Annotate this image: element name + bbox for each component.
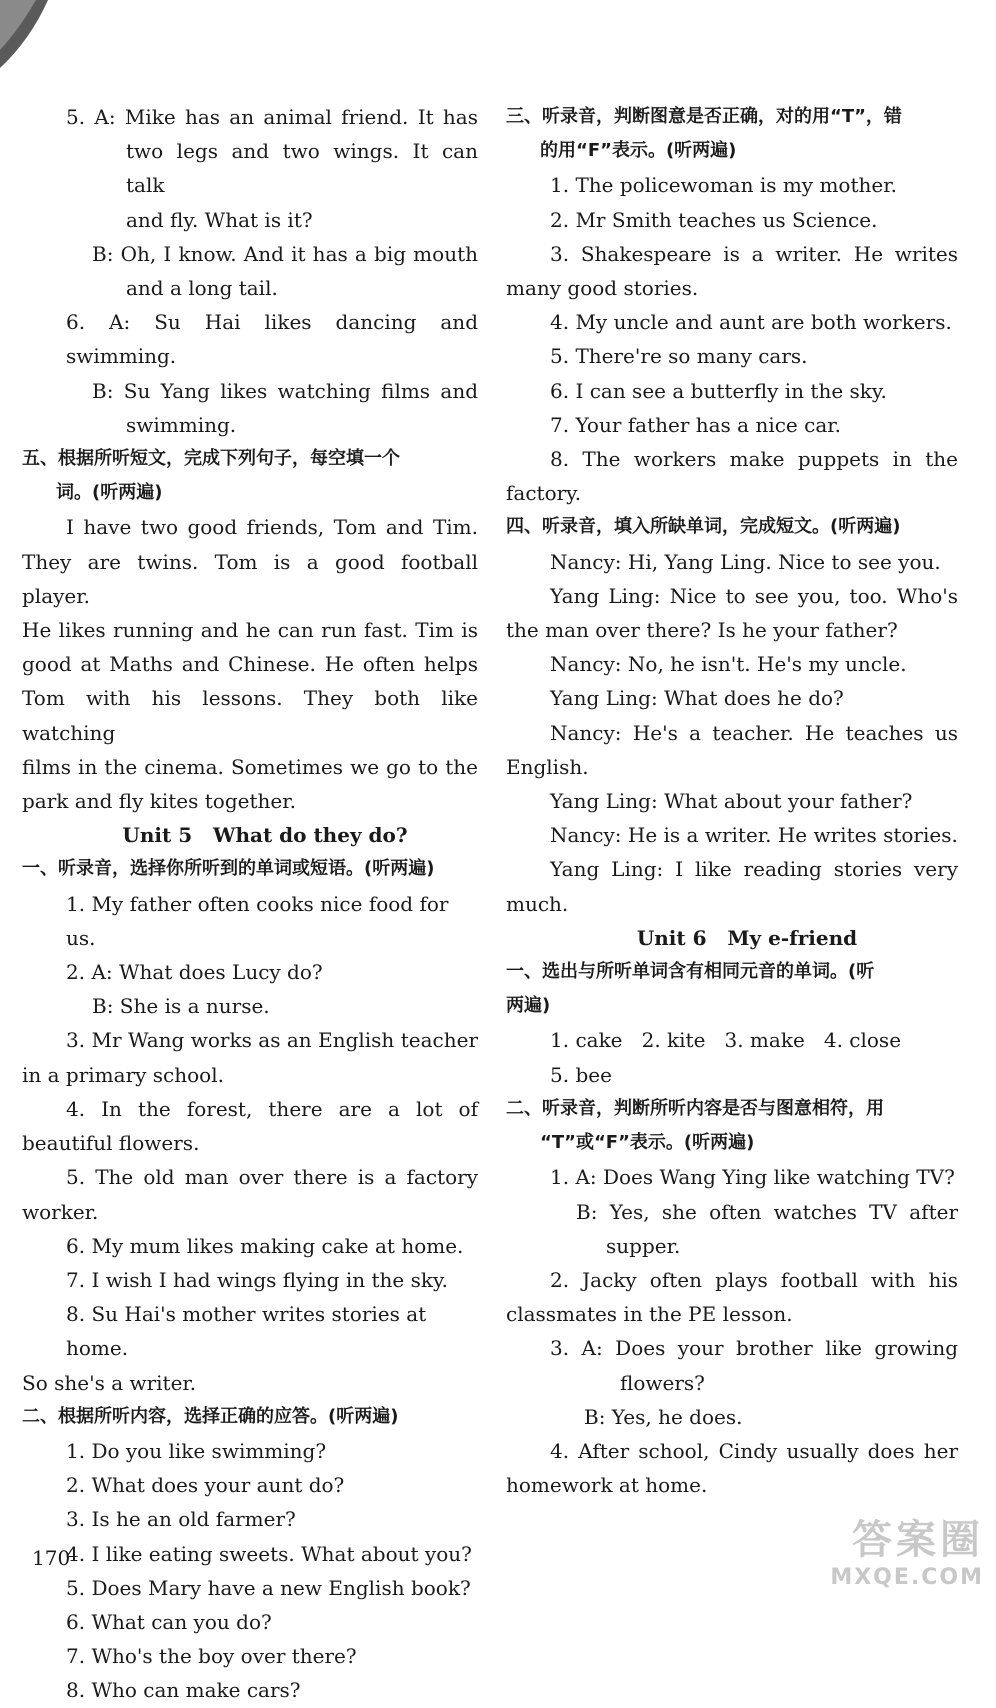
text-line: classmates in the PE lesson. bbox=[506, 1302, 793, 1327]
text-line: and a long tail. bbox=[126, 276, 278, 301]
text-line: 4. In the forest, there are a lot of bbox=[66, 1096, 478, 1121]
section-heading: 词。(听两遍) bbox=[56, 482, 163, 504]
text-line: 1. A: Does Wang Ying like watching TV? bbox=[550, 1165, 955, 1190]
text-line: 7. Your father has a nice car. bbox=[550, 412, 841, 437]
text-line: 5. There're so many cars. bbox=[550, 344, 808, 369]
text-line: 7. Who's the boy over there? bbox=[66, 1644, 357, 1669]
text-line: homework at home. bbox=[506, 1473, 708, 1498]
passage-line: I have two good friends, Tom and Tim. bbox=[66, 515, 478, 540]
text-line: two legs and two wings. It can talk bbox=[126, 139, 478, 198]
section-heading: 一、听录音，选择你所听到的单词或短语。(听两遍) bbox=[22, 858, 435, 880]
section-heading: 的用“F”表示。(听两遍) bbox=[540, 140, 737, 162]
dialogue-line: English. bbox=[506, 754, 589, 779]
text-line: So she's a writer. bbox=[22, 1370, 197, 1395]
text-line: worker. bbox=[22, 1199, 99, 1224]
passage-line: Tom with his lessons. They both like watching bbox=[22, 686, 478, 745]
text-line: 1. The policewoman is my mother. bbox=[550, 173, 897, 198]
dialogue-line: Nancy: No, he isn't. He's my uncle. bbox=[550, 652, 907, 677]
passage-line: films in the cinema. Sometimes we go to the bbox=[22, 754, 478, 779]
text-line: 3. Mr Wang works as an English teacher bbox=[66, 1028, 478, 1053]
text-line: 8. Who can make cars? bbox=[66, 1678, 301, 1703]
dialogue-line: Nancy: Hi, Yang Ling. Nice to see you. bbox=[550, 549, 941, 574]
text-line: 5. Does Mary have a new English book? bbox=[66, 1575, 471, 1600]
text-line: and fly. What is it? bbox=[126, 207, 313, 232]
text-line: 1. Do you like swimming? bbox=[66, 1438, 327, 1463]
corner-decoration bbox=[0, 0, 60, 70]
passage-line: They are twins. Tom is a good football player. bbox=[22, 549, 478, 608]
text-line: 6. My mum likes making cake at home. bbox=[66, 1233, 464, 1258]
text-line: B: Yes, he does. bbox=[584, 1404, 743, 1429]
watermark-text: 答案圈 bbox=[852, 1517, 984, 1563]
passage-line: good at Maths and Chinese. He often helps bbox=[22, 652, 478, 677]
text-line: beautiful flowers. bbox=[22, 1131, 200, 1156]
text-line: 5. The old man over there is a factory bbox=[66, 1165, 478, 1190]
page-number: 170 bbox=[32, 1546, 71, 1570]
text-line: 2. What does your aunt do? bbox=[66, 1473, 345, 1498]
text-line: supper. bbox=[606, 1233, 681, 1258]
text-line: 1. My father often cooks nice food for us. bbox=[66, 891, 449, 950]
section-heading: 二、根据所听内容，选择正确的应答。(听两遍) bbox=[22, 1405, 399, 1427]
watermark-url: MXQE.COM bbox=[830, 1565, 984, 1590]
text-line: B: Yes, she often watches TV after bbox=[576, 1199, 958, 1224]
watermark bbox=[830, 1508, 984, 1590]
text-line: 3. A: Does your brother like growing bbox=[550, 1336, 958, 1361]
section-heading: 两遍) bbox=[506, 995, 551, 1017]
passage-line: He likes running and he can run fast. Tim is bbox=[22, 618, 478, 643]
text-line: 3. Shakespeare is a writer. He writes bbox=[550, 241, 958, 266]
section-heading: 三、听录音，判断图意是否正确，对的用“T”，错 bbox=[506, 106, 902, 127]
text-line: 4. I like eating sweets. What about you? bbox=[66, 1541, 472, 1566]
left-column bbox=[22, 100, 478, 1708]
text-line: 2. Mr Smith teaches us Science. bbox=[550, 207, 878, 232]
text-line: 8. Su Hai's mother writes stories at home. bbox=[66, 1302, 427, 1361]
text-line: 1. cake 2. kite 3. make 4. close bbox=[550, 1028, 902, 1053]
dialogue-line: Nancy: He's a teacher. He teaches us bbox=[550, 720, 958, 745]
dialogue-line: Yang Ling: I like reading stories very bbox=[550, 857, 958, 882]
text-line: swimming. bbox=[126, 412, 237, 437]
text-line: 5. bee bbox=[550, 1062, 612, 1087]
text-line: flowers? bbox=[620, 1370, 705, 1395]
text-line: B: She is a nurse. bbox=[92, 994, 270, 1019]
dialogue-line: the man over there? Is he your father? bbox=[506, 618, 898, 643]
text-line: 4. After school, Cindy usually does her bbox=[550, 1438, 958, 1463]
unit-title: Unit 5 What do they do? bbox=[122, 823, 408, 848]
section-heading: 一、选出与所听单词含有相同元音的单词。(听 bbox=[506, 961, 875, 983]
text-line: 4. My uncle and aunt are both workers. bbox=[550, 310, 952, 335]
right-column bbox=[506, 100, 958, 1502]
passage-line: park and fly kites together. bbox=[22, 789, 296, 814]
text-line: B: Oh, I know. And it has a big mouth bbox=[92, 241, 478, 266]
text-line: 6. What can you do? bbox=[66, 1609, 272, 1634]
unit-title: Unit 6 My e-friend bbox=[636, 925, 858, 950]
section-heading: 二、听录音，判断所听内容是否与图意相符，用 bbox=[506, 1097, 884, 1119]
text-line: 2. Jacky often plays football with his bbox=[550, 1267, 958, 1292]
text-line: 2. A: What does Lucy do? bbox=[66, 960, 323, 985]
section-heading: 四、听录音，填入所缺单词，完成短文。(听两遍) bbox=[506, 516, 901, 538]
section-heading: “T”或“F”表示。(听两遍) bbox=[540, 1132, 755, 1154]
text-line: 3. Is he an old farmer? bbox=[66, 1507, 296, 1532]
text-line: 6. I can see a butterfly in the sky. bbox=[550, 378, 887, 403]
section-heading: 五、根据所听短文，完成下列句子，每空填一个 bbox=[22, 448, 400, 470]
dialogue-line: Nancy: He is a writer. He writes stories. bbox=[550, 823, 958, 848]
text-line: 5. A: Mike has an animal friend. It has bbox=[66, 105, 478, 129]
text-line: 6. A: Su Hai likes dancing and swimming. bbox=[66, 310, 478, 369]
dialogue-line: much. bbox=[506, 891, 569, 916]
text-line: many good stories. bbox=[506, 276, 699, 301]
text-line: B: Su Yang likes watching films and bbox=[92, 378, 478, 403]
text-line: factory. bbox=[506, 481, 582, 506]
dialogue-line: Yang Ling: What about your father? bbox=[550, 789, 913, 814]
text-line: 7. I wish I had wings flying in the sky. bbox=[66, 1267, 448, 1292]
dialogue-line: Yang Ling: Nice to see you, too. Who's bbox=[550, 583, 958, 608]
text-line: 8. The workers make puppets in the bbox=[550, 447, 958, 472]
dialogue-line: Yang Ling: What does he do? bbox=[550, 686, 844, 711]
text-line: in a primary school. bbox=[22, 1062, 224, 1087]
